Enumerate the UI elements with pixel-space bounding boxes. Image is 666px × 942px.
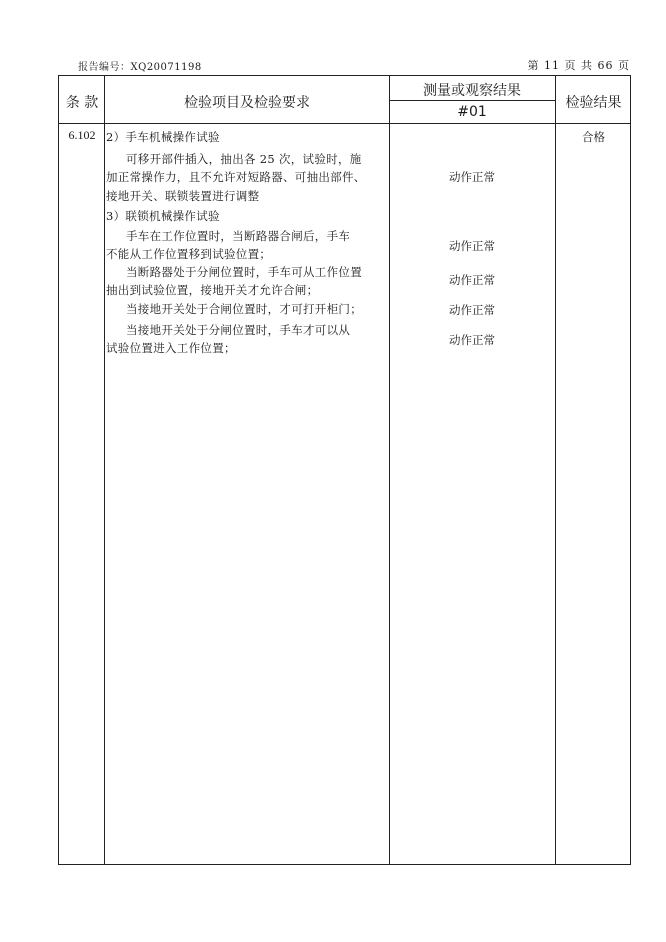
observation-result: 动作正常: [449, 273, 495, 287]
item-line: 加正常操作力，且不允许对短路器、可抽出部件、: [106, 170, 366, 184]
header-items: 检验项目及检验要求: [184, 95, 310, 111]
header-divider: [58, 123, 631, 124]
item-line: 当接地开关处于合闸位置时，才可打开柜门；: [126, 302, 362, 316]
item-line: 2）手车机械操作试验: [106, 130, 220, 144]
item-line: 3）联锁机械操作试验: [106, 209, 220, 223]
measure-subdivider: [389, 100, 555, 101]
header-measure: 测量或观察结果: [423, 83, 521, 99]
item-line: 可移开部件插入，抽出各 25 次，试验时，施: [126, 152, 362, 166]
header-clause: 条 款: [65, 95, 99, 111]
item-line: 当接地开关处于分闸位置时，手车才可以从: [126, 323, 351, 337]
observation-result: 动作正常: [449, 170, 495, 184]
header-result: 检验结果: [565, 95, 622, 111]
report-number: 报告编号：XQ20071198: [78, 62, 202, 73]
divider-items: [389, 75, 390, 865]
item-line: 手车在工作位置时，当断路器合闸后，手车: [126, 229, 351, 243]
observation-result: 动作正常: [449, 239, 495, 253]
clause-number: 6.102: [68, 128, 96, 142]
verdict: 合格: [582, 130, 605, 144]
header-sample: #01: [457, 104, 487, 120]
item-line: 接地开关、联锁装置进行调整: [106, 189, 260, 203]
item-line: 抽出到试验位置，接地开关才允许合闸；: [106, 283, 319, 297]
page-info: 第 11 页 共 66 页: [527, 59, 630, 72]
observation-result: 动作正常: [449, 303, 495, 317]
item-line: 试验位置进入工作位置；: [106, 341, 236, 355]
divider-result: [555, 75, 556, 865]
observation-result: 动作正常: [449, 333, 495, 347]
item-line: 当断路器处于分闸位置时，手车可从工作位置: [126, 265, 362, 279]
divider-clause: [104, 75, 105, 865]
item-line: 不能从工作位置移到试验位置；: [106, 247, 272, 261]
